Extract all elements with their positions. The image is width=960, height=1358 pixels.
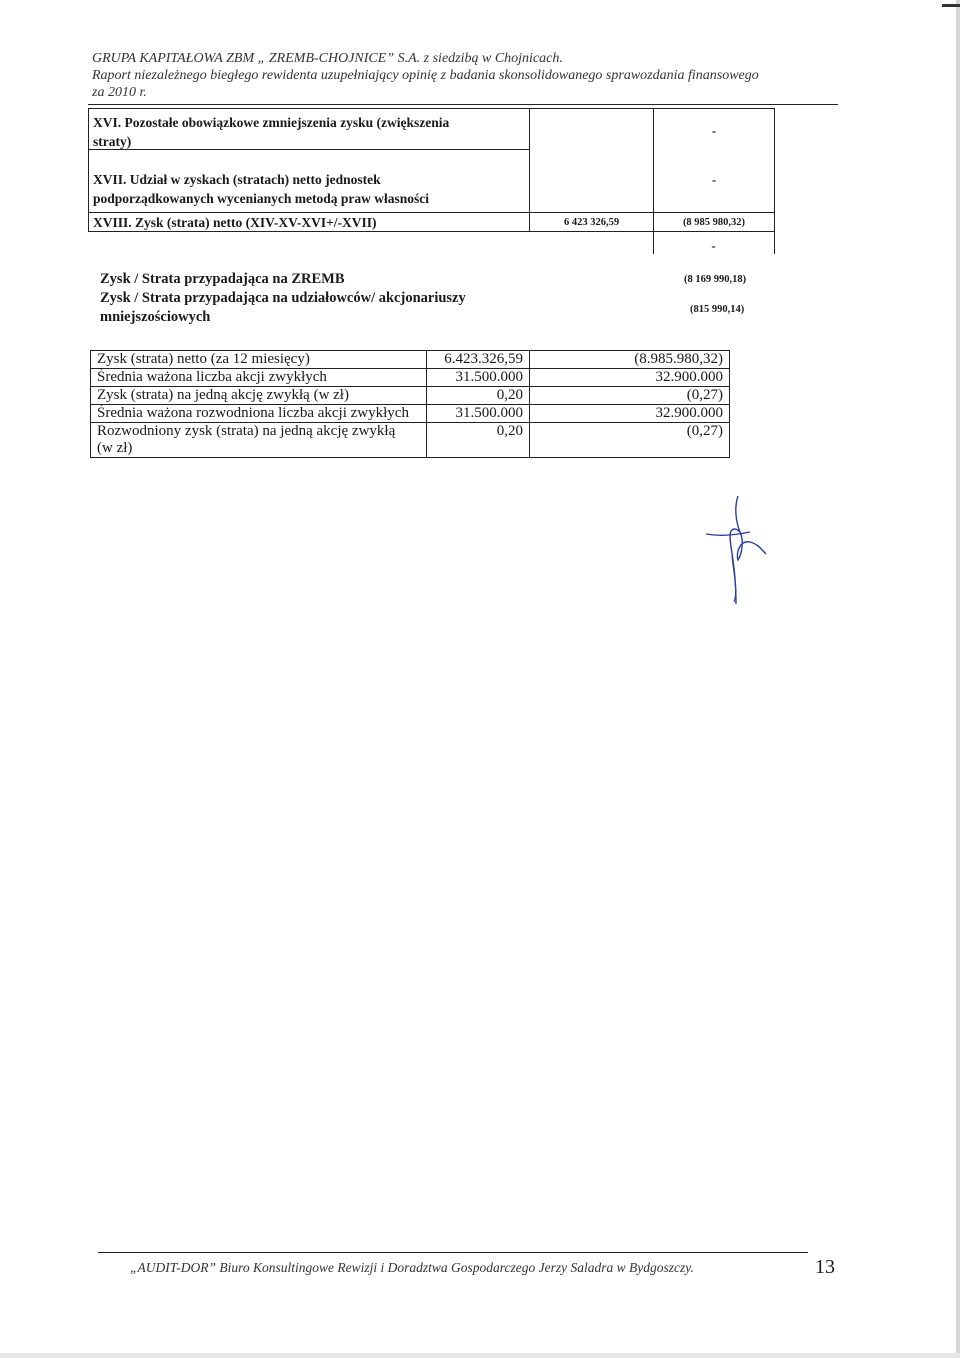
- page-number: 13: [815, 1256, 835, 1278]
- statement-row-16-col1: [529, 108, 653, 150]
- scan-corner-mark: [942, 4, 960, 7]
- eps-row-label: Zysk (strata) netto (za 12 miesięcy): [91, 351, 427, 369]
- statement-row-18-label: XVIII. Zysk (strata) netto (XIV-XV-XVI+/-XVII): [93, 215, 377, 230]
- scan-edge-right: [956, 0, 960, 1358]
- header-rule: [88, 104, 838, 105]
- eps-table: [90, 350, 730, 458]
- eps-row-value-2009: 32.900.000: [530, 405, 730, 423]
- statement-row-18: [88, 212, 529, 232]
- header-report-title: Raport niezależnego biegłego rewidenta uzupełniający opinię z badania skonsolidowanego sprawozdania finansowego: [92, 68, 759, 83]
- eps-row-value-2009: (0,27): [530, 423, 730, 458]
- statement-row-16-col2: -: [653, 108, 775, 150]
- table-row: [91, 405, 730, 423]
- header-company: GRUPA KAPITAŁOWA ZBM „ ZREMB-CHOJNICE” S.A. z siedzibą w Chojnicach.: [92, 51, 563, 66]
- table-row: [91, 387, 730, 405]
- profit-minority-label-b: mniejszościowych: [100, 309, 211, 325]
- eps-row-value-2010: 31.500.000: [427, 405, 530, 423]
- header-year: za 2010 r.: [92, 85, 147, 100]
- statement-row-17-label-a: XVII. Udział w zyskach (stratach) netto jednostek: [93, 172, 381, 187]
- scan-edge-bottom: [0, 1353, 960, 1358]
- eps-row-label: Średnia ważona liczba akcji zwykłych: [91, 369, 427, 387]
- statement-row-17-col2: -: [653, 150, 775, 212]
- eps-row-value-2010: 0,20: [427, 423, 530, 458]
- profit-zremb-label: Zysk / Strata przypadająca na ZREMB: [100, 271, 345, 287]
- eps-row-value-2010: 0,20: [427, 387, 530, 405]
- eps-row-value-2009: (0,27): [530, 387, 730, 405]
- eps-row-value-2010: 31.500.000: [427, 369, 530, 387]
- eps-row-label: Rozwodniony zysk (strata) na jedną akcję zwykłą (w zł): [91, 423, 427, 458]
- profit-minority-value: (815 990,14): [690, 304, 745, 315]
- eps-row-label: Średnia ważona rozwodniona liczba akcji zwykłych: [91, 405, 427, 423]
- statement-row-16: [88, 108, 529, 150]
- statement-row-16-label-a: XVI. Pozostałe obowiązkowe zmniejszenia zysku (zwiększenia: [93, 115, 450, 130]
- statement-row-trailing-col2: -: [653, 232, 775, 254]
- table-row: [91, 351, 730, 369]
- footer-text: „AUDIT-DOR” Biuro Konsultingowe Rewizji i Doradztwa Gospodarczego Jerzy Saladra w Bydgoszczy.: [130, 1260, 694, 1275]
- eps-row-value-2010: 6.423.326,59: [427, 351, 530, 369]
- statement-row-17-label-b: podporządkowanych wycenianych metodą praw własności: [93, 191, 430, 206]
- table-row: [91, 423, 730, 458]
- footer-rule: [98, 1252, 808, 1253]
- statement-row-18-col1: 6 423 326,59: [529, 212, 653, 232]
- eps-row-value-2009: (8.985.980,32): [530, 351, 730, 369]
- statement-row-17: [88, 150, 529, 212]
- eps-row-value-2009: 32.900.000: [530, 369, 730, 387]
- profit-zremb-value: (8 169 990,18): [684, 274, 747, 285]
- page-header: [92, 50, 837, 101]
- statement-row-18-col2: (8 985 980,32): [653, 212, 775, 232]
- signature-initials: [700, 496, 770, 606]
- eps-row-label: Zysk (strata) na jedną akcję zwykłą (w zł): [91, 387, 427, 405]
- statement-row-17-col1: [529, 150, 653, 212]
- table-row: [91, 369, 730, 387]
- statement-row-16-label-b: straty): [93, 134, 132, 149]
- profit-minority-label-a: Zysk / Strata przypadająca na udziałowców/ akcjonariuszy: [100, 290, 466, 306]
